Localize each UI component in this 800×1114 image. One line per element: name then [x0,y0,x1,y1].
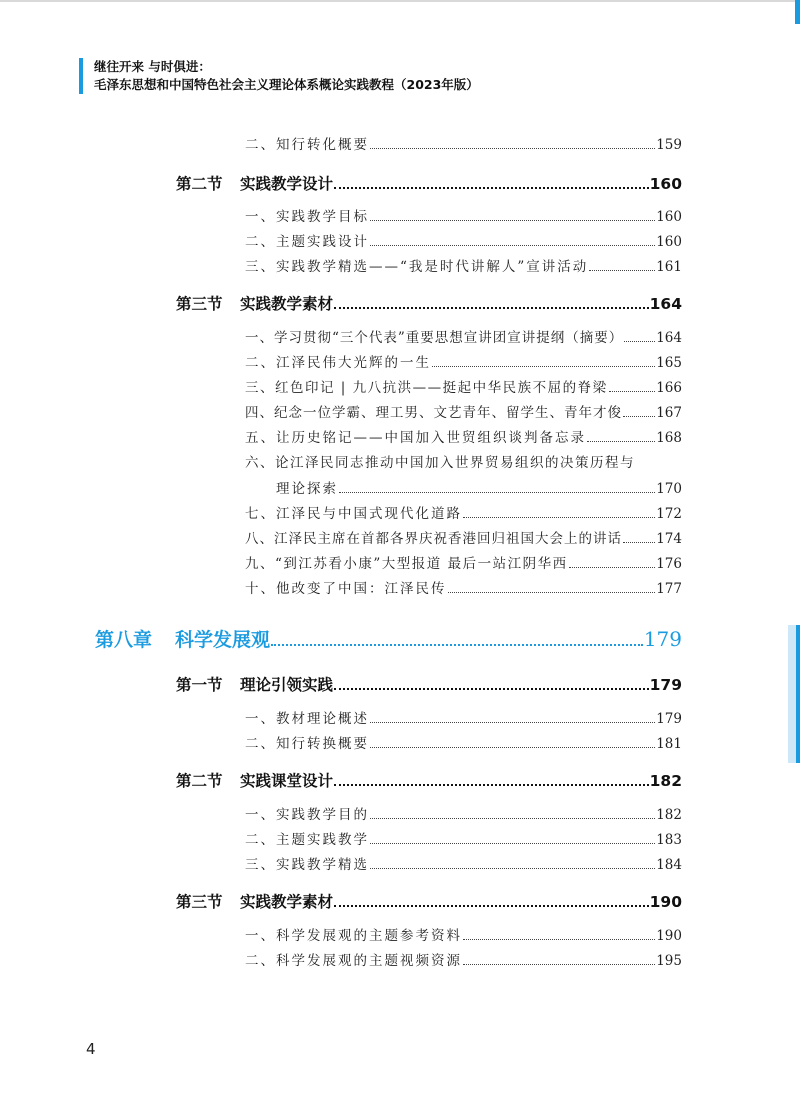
dot-leader [463,517,655,518]
page-number: 4 [86,1040,96,1058]
section-number: 第二节 [176,175,223,193]
toc-entry[interactable] [245,924,682,944]
toc-entry-label: 三、实践教学精选 [245,857,369,873]
toc-entry-page: 165 [656,355,682,371]
toc-entry-label: 四、纪念一位学霸、理工男、文艺青年、留学生、青年才俊 [245,405,622,421]
dot-leader [370,220,655,221]
toc-entry-page: 160 [656,209,682,225]
toc-entry-page: 166 [656,380,682,396]
toc-entry-page: 184 [656,857,682,873]
section-title: 实践教学素材 [240,295,334,313]
toc-entry-label: 一、学习贯彻“三个代表”重要思想宣讲团宣讲提纲（摘要） [245,330,624,346]
toc-entry-label: 一、科学发展观的主题参考资料 [245,928,462,944]
toc-entry-page: 161 [656,259,682,275]
toc-entry-label: 二、知行转化概要 [245,137,369,153]
toc-entry-label: 二、江泽民伟大光辉的一生 [245,355,431,371]
chapter-number: 第八章 [95,629,153,651]
toc-entry-page: 195 [656,953,682,969]
toc-entry[interactable] [245,853,682,873]
toc-entry-page: 183 [656,832,682,848]
toc-entry-page: 170 [656,481,682,497]
toc-chapter[interactable] [95,625,682,652]
section-number: 第三节 [176,893,223,911]
section-title: 实践教学素材 [240,893,334,911]
toc-entry[interactable] [245,502,682,522]
section-number: 第一节 [176,676,223,694]
toc-entry-label: 二、科学发展观的主题视频资源 [245,953,462,969]
section-page: 164 [649,295,682,313]
toc-section[interactable] [176,673,682,695]
toc-entry[interactable] [245,401,682,421]
dot-leader [609,391,656,392]
section-page: 182 [649,772,682,790]
toc-section[interactable] [176,769,682,791]
toc-entry[interactable] [245,949,682,969]
toc-entry[interactable] [245,828,682,848]
dot-leader [370,722,655,723]
toc-entry-label: 一、实践教学目的 [245,807,369,823]
dot-leader [271,644,643,646]
dot-leader [370,868,655,869]
toc-entry-label: 二、主题实践教学 [245,832,369,848]
toc-entry-page: 190 [656,928,682,944]
section-number: 第三节 [176,295,223,313]
toc-entry-label: 八、江泽民主席在首都各界庆祝香港回归祖国大会上的讲话 [245,531,622,547]
toc-entry[interactable] [245,205,682,225]
dot-leader [334,688,649,690]
toc-entry-label: 七、江泽民与中国式现代化道路 [245,506,462,522]
dot-leader [589,270,655,271]
toc-entry-page: 179 [656,711,682,727]
toc-entry[interactable] [245,552,682,572]
dot-leader [370,148,655,149]
toc-entry-page: 168 [656,430,682,446]
side-tab-upper [795,0,800,24]
dot-leader [569,567,656,568]
header-title-line1: 继往开来 与时俱进： [94,59,211,74]
toc-section[interactable] [176,172,682,194]
header-title-line2: 毛泽东思想和中国特色社会主义理论体系概论实践教程（2023年版） [94,77,479,92]
dot-leader [463,939,655,940]
dot-leader [370,747,655,748]
toc-entry[interactable] [245,577,682,597]
dot-leader [370,818,655,819]
dot-leader [463,964,655,965]
toc-entry[interactable] [245,527,682,547]
chapter-title: 科学发展观 [175,629,271,651]
toc-entry[interactable] [245,326,682,346]
side-tab-chapter-marker [788,625,800,763]
section-title: 实践教学设计 [240,175,334,193]
chapter-page: 179 [643,627,682,651]
toc-section[interactable] [176,890,682,912]
section-page: 179 [649,676,682,694]
section-page: 160 [649,175,682,193]
dot-leader [623,416,655,417]
toc-entry-label: 一、实践教学目标 [245,209,369,225]
dot-leader [432,366,655,367]
dot-leader [587,441,655,442]
toc-entry[interactable] [245,133,682,153]
toc-entry-page: 164 [656,330,682,346]
dot-leader [334,784,649,786]
toc-entry-label: 一、教材理论概述 [245,711,369,727]
dot-leader [448,592,656,593]
toc-entry[interactable] [245,255,682,275]
toc-entry-page: 160 [656,234,682,250]
toc-entry-label: 三、红色印记 | 九八抗洪——挺起中华民族不屈的脊梁 [245,380,608,396]
toc-entry-label-line1[interactable]: 六、论江泽民同志推动中国加入世界贸易组织的决策历程与 [245,455,635,471]
toc-entry[interactable] [245,732,682,752]
toc-entry[interactable] [245,376,682,396]
toc-entry-page: 182 [656,807,682,823]
section-page: 190 [649,893,682,911]
section-number: 第二节 [176,772,223,790]
toc-entry-label: 理论探索 [276,481,338,497]
toc-entry[interactable] [245,426,682,446]
dot-leader [334,905,649,907]
toc-entry[interactable] [245,707,682,727]
top-rule [0,0,800,2]
toc-entry[interactable] [245,803,682,823]
toc-entry-page: 174 [656,531,682,547]
toc-entry-page: 159 [656,137,682,153]
dot-leader [370,245,655,246]
toc-entry[interactable] [245,351,682,371]
section-title: 实践课堂设计 [240,772,334,790]
toc-entry-label: 二、知行转换概要 [245,736,369,752]
toc-entry[interactable] [245,230,682,250]
dot-leader [334,307,649,309]
toc-entry-page: 176 [656,556,682,572]
toc-entry-label: 十、他改变了中国：江泽民传 [245,581,447,597]
section-title: 理论引领实践 [240,676,334,694]
toc-entry-label: 三、实践教学精选——“我是时代讲解人”宣讲活动 [245,259,589,275]
header-accent-bar [79,58,83,94]
toc-entry-page: 172 [656,506,682,522]
dot-leader [370,843,655,844]
toc-entry-label: 五、让历史铭记——中国加入世贸组织谈判备忘录 [245,430,586,446]
toc-entry-label: 二、主题实践设计 [245,234,369,250]
toc-entry[interactable] [276,477,682,497]
toc-entry-page: 167 [656,405,682,421]
toc-entry-page: 181 [656,736,682,752]
dot-leader [334,187,649,189]
toc-entry-page: 177 [656,581,682,597]
toc-section[interactable] [176,292,682,314]
dot-leader [339,492,655,493]
dot-leader [623,542,655,543]
dot-leader [624,341,655,342]
toc-entry-label: 九、“到江苏看小康”大型报道 最后一站江阴华西 [245,556,568,572]
